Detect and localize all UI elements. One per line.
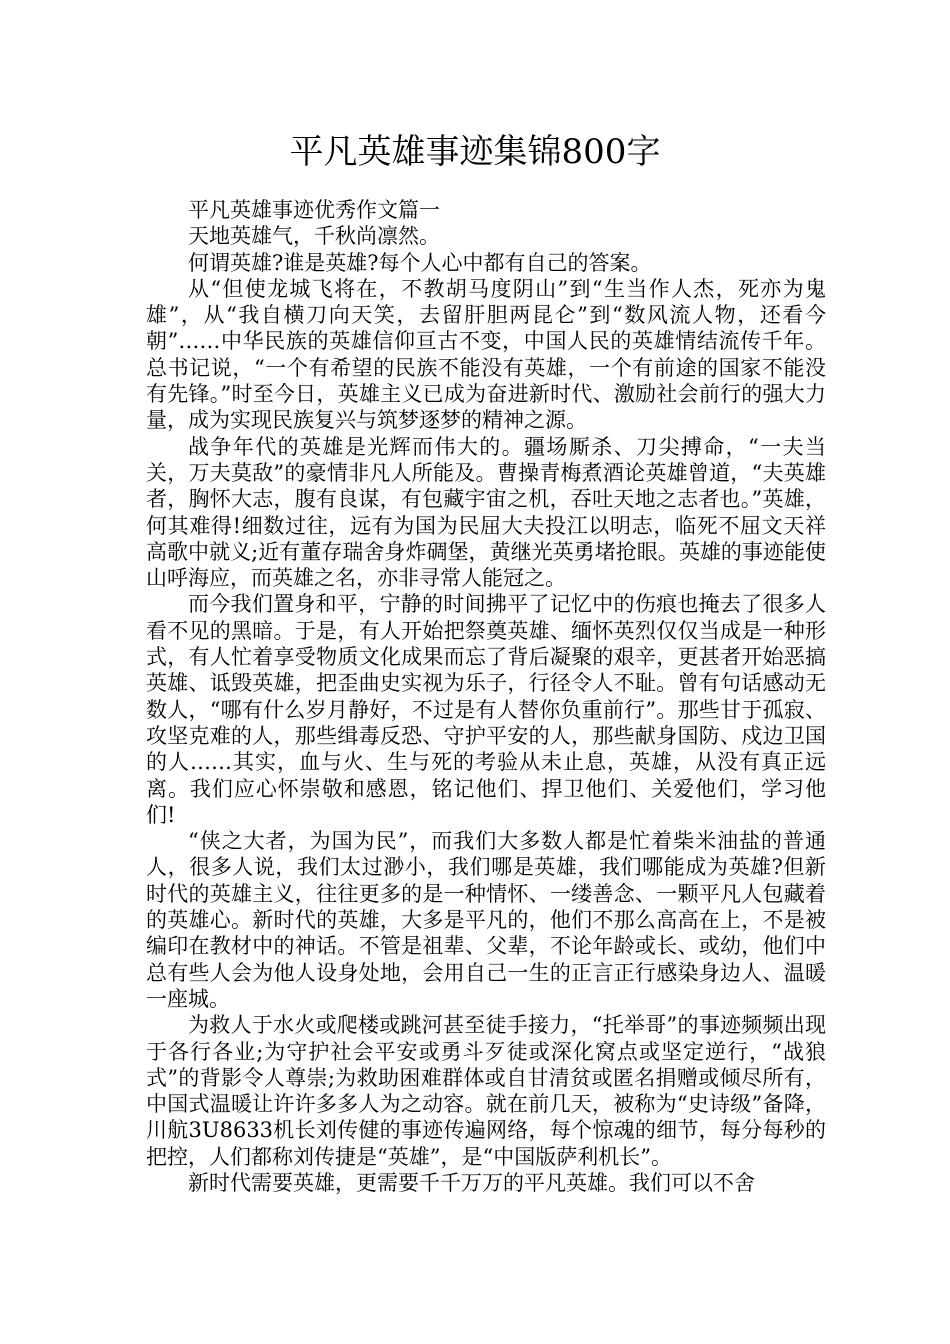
paragraph: 为救人于水火或爬楼或跳河甚至徒手接力，“托举哥”的事迹频频出现于各行各业;为守护社会平安或勇斗歹徒或深化窝点或坚定逆行，“战狼式”的背影令人尊崇;为救助困难群体或自甘清贫或匿名捐赠或倾尽所有，中国式温暖让许许多多人为之动容。就在前几天，被称为“史诗级”备降，川航3U8633机长刘传健的事迹传遍网络，每个惊魂的细节，每分每秒的把控，人们都称刘传捷是“英雄”，是“中国版萨利机长”。 [146, 1013, 826, 1169]
paragraph: 而今我们置身和平，宁静的时间拂平了记忆中的伤痕也掩去了很多人看不见的黑暗。于是，有人开始把祭奠英雄、缅怀英烈仅仅当成是一种形式，有人忙着享受物质文化成果而忘了背后凝聚的艰辛，更甚者开始恶搞英雄、诋毁英雄，把歪曲史实视为乐子，行径令人不耻。曾有句话感动无数人，“哪有什么岁月静好，不过是有人替你负重前行”。那些甘于孤寂、攻坚克难的人，那些缉毒反恐、守护平安的人，那些献身国防、戍边卫国的人……其实，血与火、生与死的考验从未止息，英雄，从没有真正远离。我们应心怀崇敬和感恩，铭记他们、捍卫他们、关爱他们，学习他们! [146, 592, 826, 827]
paragraph: 天地英雄气，千秋尚凛然。 [188, 224, 440, 249]
paragraph: 从“但使龙城飞将在，不教胡马度阴山”到“生当作人杰，死亦为鬼雄”，从“我自横刀向天笑，去留肝胆两昆仑”到“数风流人物，还看今朝”……中华民族的英雄信仰亘古不变，中国人民的英雄情结流传千年。总书记说，“一个有希望的民族不能没有英雄，一个有前途的国家不能没有先锋。”时至今日，英雄主义已成为奋进新时代、激励社会前行的强大力量，成为实现民族复兴与筑梦逐梦的精神之源。 [146, 276, 826, 433]
document-body [146, 197, 826, 1196]
paragraph: 何谓英雄?谁是英雄?每个人心中都有自己的答案。 [188, 250, 652, 275]
paragraph-heading: 平凡英雄事迹优秀作文篇一 [188, 198, 440, 222]
paragraph: “侠之大者，为国为民”，而我们大多数人都是忙着柴米油盐的普通人，很多人说，我们太过渺小，我们哪是英雄，我们哪能成为英雄?但新时代的英雄主义，往往更多的是一种情怀、一缕善念、一颗平凡人包藏着的英雄心。新时代的英雄，大多是平凡的，他们不那么高高在上，不是被编印在教材中的神话。不管是祖辈、父辈，不论年龄或长、或幼，他们中总有些人会为他人设身处地，会用自己一生的正言正行感染身边人、温暖一座城。 [146, 829, 826, 1011]
paragraph: 战争年代的英雄是光辉而伟大的。疆场厮杀、刀尖搏命，“一夫当关，万夫莫敌”的豪情非凡人所能及。曹操青梅煮酒论英雄曾道，“夫英雄者，胸怀大志，腹有良谋，有包藏宇宙之机，吞吐天地之志者也。”英雄，何其难得!细数过往，远有为国为民屈大夫投江以明志，临死不屈文天祥高歌中就义;近有董存瑞舍身炸碉堡，黄继光英勇堵抢眼。英雄的事迹能使山呼海应，而英雄之名，亦非寻常人能冠之。 [146, 434, 826, 591]
document-title: 平凡英雄事迹集锦800字 [289, 132, 661, 172]
paragraph: 新时代需要英雄，更需要千千万万的平凡英雄。我们可以不舍 [188, 1170, 755, 1195]
